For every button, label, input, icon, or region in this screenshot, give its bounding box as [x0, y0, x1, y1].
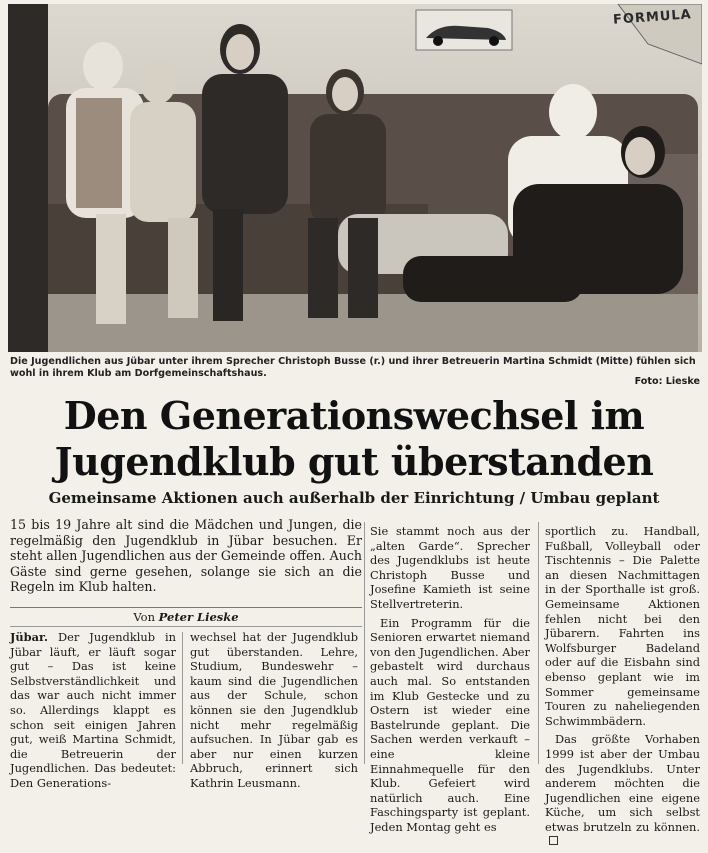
byline-prefix: Von: [133, 610, 156, 624]
column-4-paragraph-1: sportlich zu. Handball, Fußball, Volleyball oder Tischtennis – Die Palette an diesen Nachmittagen in der Sporthalle ist groß. Gemeinsame Aktionen fehlen nicht bei den Jübarern. Fahrten ins Wolfsburger Badeland oder auf die Eisbahn sind ebenso geplant wie im Sommer gemeinsame Touren zu naheliegenden Schwimmbädern.: [545, 524, 700, 728]
column-2-text: wechsel hat der Jugendklub gut überstanden. Lehre, Studium, Bundeswehr – kaum sind die Jugendlichen aus der Schule, schon können sie den Jugendklub nicht mehr regelmäßig aufsuchen. In Jübar gab es aber nur einen kurzen Abbruch, erinnert sich Kathrin Leusmann.: [190, 630, 358, 790]
article-photo: [8, 4, 702, 352]
column-4: [545, 524, 700, 853]
dateline: Jübar.: [10, 630, 48, 644]
photo-illustration: [8, 4, 702, 352]
photo-caption: Die Jugendlichen aus Jübar unter ihrem Sprecher Christoph Busse (r.) und ihrer Betreuerin Martina Schmidt (Mitte) fühlen sich wohl in ihrem Klub am Dorfgemeinschaftshaus.: [10, 356, 696, 379]
subheadline: Gemeinsame Aktionen auch außerhalb der Einrichtung / Umbau geplant: [48, 489, 660, 507]
photo-credit: Foto: Lieske: [634, 376, 700, 387]
column-4-paragraph-2: Das größte Vorhaben 1999 ist aber der Umbau des Jugendklubs. Unter anderem möchten die Jugendlichen eine eigene Küche, um sich selbst etwas brutzeln zu können.: [545, 732, 700, 834]
column-1: [10, 630, 176, 795]
headline: [0, 393, 708, 485]
intro-paragraph: 15 bis 19 Jahre alt sind die Mädchen und Jungen, die regelmäßig den Jugendklub in Jübar besuchen. Er steht allen Jugendlichen aus der Gemeinde offen. Auch Gäste sind gerne gesehen, solange sie sich an die Regeln im Klub halten.: [10, 517, 362, 594]
headline-line-2: Jugendklub gut überstanden: [54, 439, 654, 484]
column-3-paragraph-2: Ein Programm für die Senioren erwartet niemand von den Jugendlichen. Aber gebastelt wird durchaus auch mal. So entstanden im Klub Gestecke und zu Ostern ist wieder eine Bastelrunde geplant. Die Sachen werden verkauft – eine kleine Einnahmequelle für den Klub. Gefeiert wird natürlich auch. Eine Faschingsparty ist geplant. Jeden Montag geht es: [370, 615, 530, 834]
column-3: [370, 524, 530, 838]
column-divider-2: [364, 522, 365, 764]
column-divider-3: [538, 522, 539, 764]
byline: [10, 607, 362, 624]
byline-author: Peter Lieske: [158, 610, 239, 624]
end-of-article-mark: [549, 836, 558, 845]
column-3-paragraph-1: Sie stammt noch aus der „alten Garde“. Sprecher des Jugendklubs ist heute Christoph Busse und Josefine Kamieth ist seine Stellvertreterin.: [370, 524, 530, 611]
poster-logo: FORMULA: [612, 7, 693, 28]
column-divider-1: [182, 632, 183, 764]
column-1-text: Der Jugendklub in Jübar läuft, er läuft sogar gut – Das ist keine Selbstverständlichkeit und das war auch nicht immer so. Allerdings klappt es schon seit einigen Jahren gut, weiß Martina Schmidt, die Betreuerin der Jugendlichen. Das bedeutet: Den Generations-: [10, 630, 176, 790]
column-2: [190, 630, 358, 795]
column-divider-horizontal: [10, 626, 362, 627]
headline-line-1: Den Generationswechsel im: [63, 393, 645, 438]
